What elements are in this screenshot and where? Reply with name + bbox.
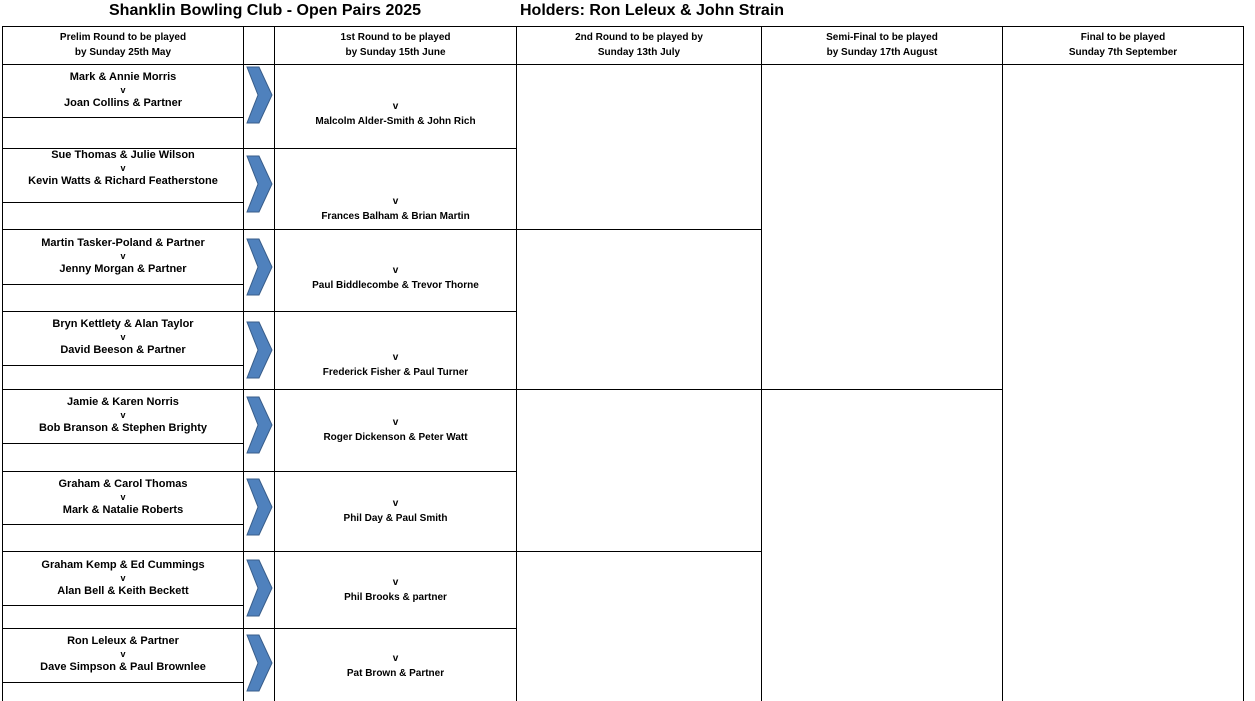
- prelim-team-1: Martin Tasker-Poland & Partner: [41, 237, 205, 249]
- prelim-match-4: [3, 318, 243, 357]
- round1-opponent: Frederick Fisher & Paul Turner: [322, 367, 469, 378]
- round1-opponent: Paul Biddlecombe & Trevor Thorne: [312, 280, 479, 291]
- header-prelim-round: Prelim Round to be played by Sunday 25th May: [59, 32, 187, 58]
- prelim-team-2: Alan Bell & Keith Beckett: [57, 585, 189, 597]
- advance-arrow-icon: [245, 394, 274, 456]
- header-first-round: 1st Round to be played by Sunday 15th June: [340, 32, 451, 58]
- round1-opponent: Pat Brown & Partner: [346, 668, 445, 679]
- round1-match-6: [275, 496, 516, 526]
- prelim-team-2: Mark & Natalie Roberts: [62, 504, 184, 516]
- advance-arrow-icon: [245, 319, 274, 381]
- round1-opponent: Malcolm Alder-Smith & John Rich: [315, 116, 476, 127]
- versus-label: v: [392, 101, 399, 112]
- versus-label: v: [392, 265, 399, 276]
- prelim-team-1: Jamie & Karen Norris: [67, 396, 179, 408]
- advance-arrow-icon: [245, 64, 274, 126]
- versus-label: v: [120, 332, 126, 342]
- advance-arrow-icon: [245, 153, 274, 215]
- versus-label: v: [120, 410, 126, 420]
- prelim-match-1: [3, 71, 243, 110]
- versus-label: v: [392, 498, 399, 509]
- versus-label: v: [120, 85, 126, 95]
- prelim-team-2: Dave Simpson & Paul Brownlee: [40, 661, 206, 673]
- prelim-match-6: [3, 478, 243, 517]
- round1-match-8: [275, 651, 516, 681]
- round1-opponent: Frances Balham & Brian Martin: [321, 211, 470, 222]
- prelim-team-2: David Beeson & Partner: [60, 344, 186, 356]
- prelim-team-2: Jenny Morgan & Partner: [59, 263, 187, 275]
- prelim-match-8: [3, 635, 243, 674]
- advance-arrow-icon: [245, 632, 274, 694]
- advance-arrow-icon: [245, 557, 274, 619]
- advance-arrow-icon: [245, 236, 274, 298]
- round1-match-5: [275, 415, 516, 445]
- prelim-team-2: Joan Collins & Partner: [64, 97, 182, 109]
- round1-match-3: [275, 263, 516, 293]
- header-semi-final: Semi-Final to be played by Sunday 17th August: [826, 32, 938, 58]
- prelim-team-2: Kevin Watts & Richard Featherstone: [28, 175, 218, 187]
- prelim-match-7: [3, 559, 243, 598]
- round1-opponent: Phil Brooks & partner: [344, 592, 447, 603]
- header-final: Final to be played Sunday 7th September: [1068, 32, 1178, 58]
- versus-label: v: [392, 352, 399, 363]
- versus-label: v: [392, 653, 399, 664]
- prelim-match-3: [3, 237, 243, 276]
- prelim-match-2: [3, 149, 243, 188]
- prelim-team-1: Graham Kemp & Ed Cummings: [41, 559, 205, 571]
- prelim-team-1: Graham & Carol Thomas: [58, 478, 188, 490]
- holders-label: Holders: Ron Leleux & John Strain: [520, 2, 785, 19]
- versus-label: v: [392, 196, 399, 207]
- page-title: Shanklin Bowling Club - Open Pairs 2025: [109, 2, 422, 19]
- versus-label: v: [120, 573, 126, 583]
- round1-opponent: Roger Dickenson & Peter Watt: [323, 432, 468, 443]
- versus-label: v: [392, 417, 399, 428]
- round1-match-7: [275, 575, 516, 605]
- round1-opponent: Phil Day & Paul Smith: [343, 513, 448, 524]
- versus-label: v: [120, 649, 126, 659]
- prelim-team-2: Bob Branson & Stephen Brighty: [38, 422, 208, 434]
- versus-label: v: [120, 492, 126, 502]
- versus-label: v: [120, 163, 126, 173]
- advance-arrow-icon: [245, 476, 274, 538]
- versus-label: v: [392, 577, 399, 588]
- round1-match-4: [275, 350, 516, 380]
- prelim-team-1: Sue Thomas & Julie Wilson: [51, 149, 195, 161]
- header-second-round: 2nd Round to be played by Sunday 13th July: [575, 32, 703, 58]
- round1-match-2: [275, 194, 516, 224]
- prelim-team-1: Mark & Annie Morris: [69, 71, 177, 83]
- round1-match-1: [275, 99, 516, 129]
- prelim-team-1: Bryn Kettlety & Alan Taylor: [52, 318, 194, 330]
- prelim-team-1: Ron Leleux & Partner: [67, 635, 179, 647]
- prelim-match-5: [3, 396, 243, 435]
- versus-label: v: [120, 251, 126, 261]
